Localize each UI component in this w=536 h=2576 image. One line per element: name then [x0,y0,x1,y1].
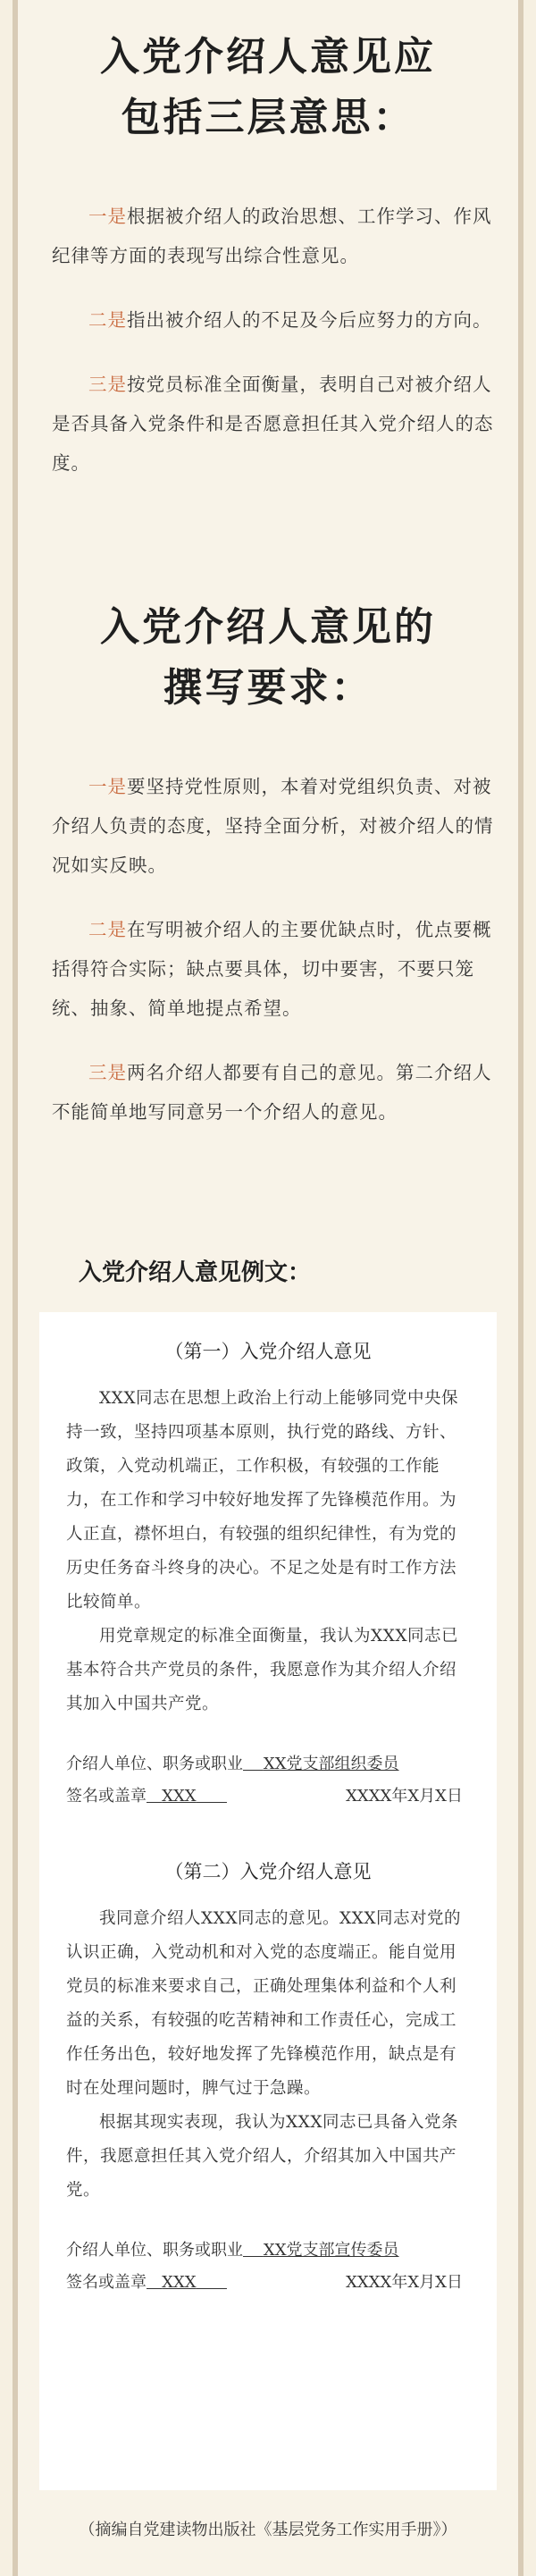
unit-value: XX党支部组织委员 [263,1755,399,1773]
source-citation: （摘编自党建读物出版社《基层党务工作实用手册》） [79,2521,457,2539]
example-paper [39,1312,497,2490]
point-text: 两名介绍人都要有自己的意见。第二介绍人不能简单地写同意另一个介绍人的意见。 [52,1062,492,1123]
example-1-unit-line [66,1748,470,1780]
point-text: 按党员标准全面衡量，表明自己对被介绍人是否具备入党条件和是否愿意担任其入党介绍人的态度。 [52,374,494,474]
example-1-paragraph-1: XXX同志在思想上政治上行动上能够同党中央保持一致，坚持四项基本原则，执行党的路线、方针、政策，入党动机端正，工作积极，有较强的工作能力，在工作和学习中较好地发挥了先锋模范作用。为人正直，襟怀坦白，有较强的组织纪律性，有为党的历史任务奋斗终身的决心。不足之处是有时工作方法比较简单。 [66,1389,459,1612]
example-1-title: （第一）入党介绍人意见 [164,1341,372,1362]
point-text: 指出被介绍人的不足及今后应努力的方向。 [127,309,492,331]
content-point-1 [52,197,495,275]
requirement-point-1 [52,767,495,885]
content-point-3 [52,365,495,483]
sign-value: XXX [162,2273,197,2292]
example-2-paragraph-1: 我同意介绍人XXX同志的意见。XXX同志对党的认识正确，入党动机和对入党的态度端正。能自觉用党员的标准来要求自己，正确处理集体利益和个人利益的关系，有较强的吃苦精神和工作责任心，完成工作任务出色，较好地发挥了先锋模范作用，缺点是有时在处理问题时，脾气过于急躁。 [66,1909,462,2098]
example-2-paragraph-2: 根据其现实表现，我认为XXX同志已具备入党条件，我愿意担任其入党介绍人，介绍其加入中国共产党。 [66,2113,459,2200]
heading-1-line-2: 包括三层意思： [121,95,415,140]
requirement-point-3 [52,1053,495,1132]
example-2-date: XXXX年X月X日 [346,2273,463,2292]
section-requirements [52,767,495,1157]
point-key: 三是 [88,1062,127,1083]
point-text: 根据被介绍人的政治思想、工作学习、作风纪律等方面的表现写出综合性意见。 [52,206,492,266]
sign-label: 签名或盖章 [66,1787,147,1806]
content-point-2 [52,300,495,340]
example-2-title: （第二）入党介绍人意见 [164,1861,372,1882]
heading-1-line-1: 入党介绍人意见应 [100,34,436,80]
example-2-unit-line [66,2235,470,2267]
point-text: 在写明被介绍人的主要优缺点时，优点要概括得符合实际；缺点要具体，切中要害，不要只笼统、抽象、简单地提点希望。 [52,919,492,1019]
example-section-title: 入党介绍人意见例文： [79,1259,312,1286]
unit-label: 介绍人单位、职务或职业 [66,1755,243,1773]
example-1-sign-line [66,1780,470,1813]
sign-label: 签名或盖章 [66,2273,147,2292]
requirement-point-2 [52,910,495,1028]
point-text: 要坚持党性原则，本着对党组织负责、对被介绍人负责的态度，坚持全面分析，对被介绍人的情况如实反映。 [52,776,494,876]
heading-2-line-2: 撰写要求： [163,665,373,711]
sign-value: XXX [162,1787,197,1806]
point-key: 二是 [88,919,127,940]
point-key: 三是 [88,374,127,395]
point-key: 二是 [88,309,127,331]
example-2-sign-line [66,2267,470,2299]
unit-label: 介绍人单位、职务或职业 [66,2241,243,2260]
example-1-date: XXXX年X月X日 [346,1787,463,1806]
main-heading-1 [18,27,518,148]
heading-2-line-1: 入党介绍人意见的 [100,604,436,650]
unit-value: XX党支部宣传委员 [263,2241,399,2260]
section-contents [52,197,495,508]
point-key: 一是 [88,776,127,797]
example-1-paragraph-2: 用党章规定的标准全面衡量，我认为XXX同志已基本符合共产党员的条件，我愿意作为其介绍人介绍其加入中国共产党。 [66,1627,459,1713]
point-key: 一是 [88,206,127,227]
main-heading-2 [18,597,518,719]
